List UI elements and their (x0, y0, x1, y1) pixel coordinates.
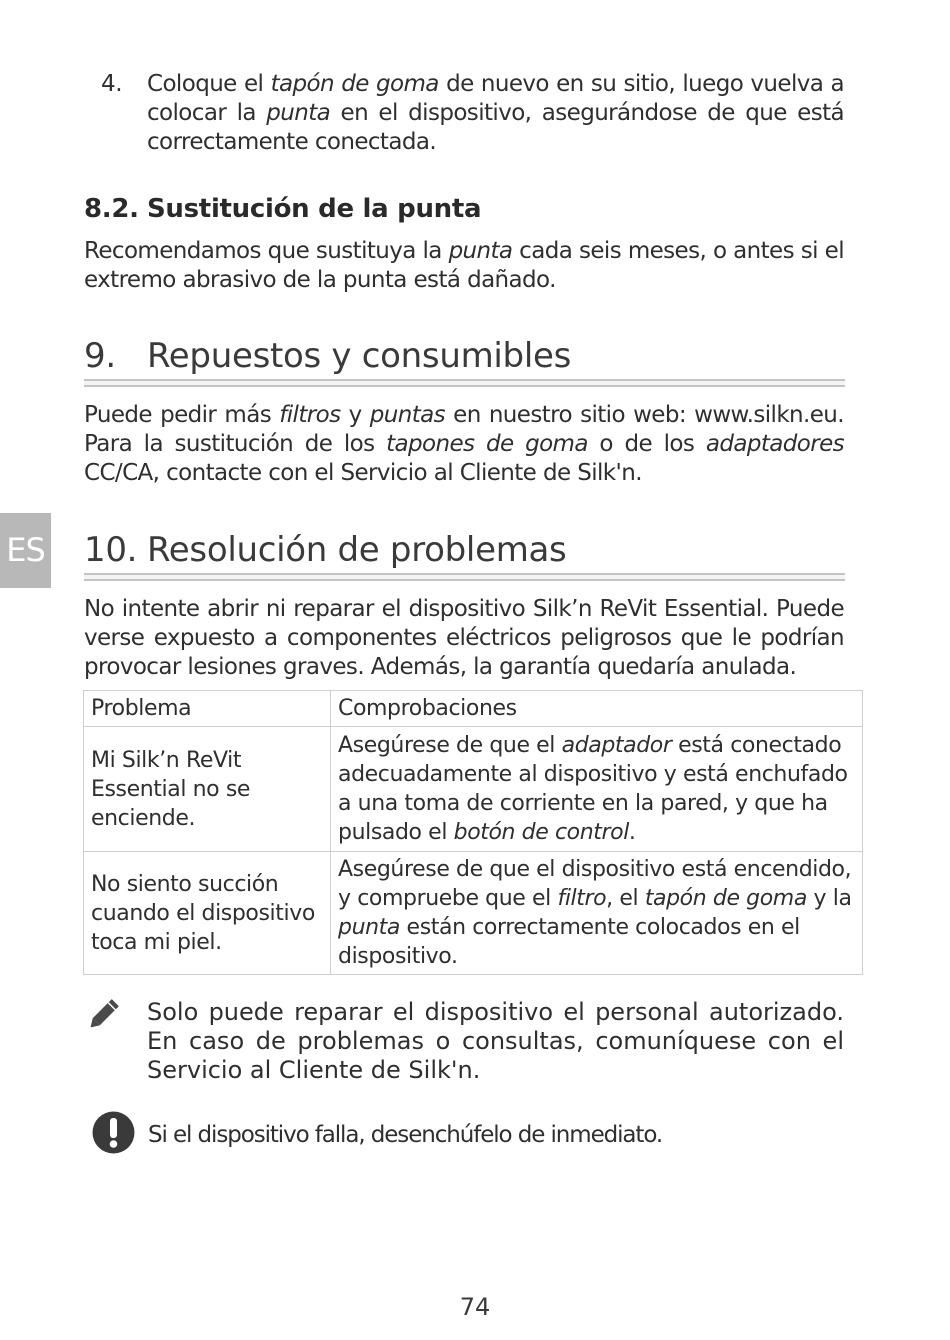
section-10-rule (84, 573, 845, 581)
pencil-icon (84, 994, 124, 1034)
check-cell: Asegúrese de que el dispositivo está encendido, y compruebe que el filtro, el tapón de goma y la punta están correctamente colocados en el dispositivo. (331, 852, 863, 975)
language-tab: ES (0, 513, 51, 588)
section-9-title: Repuestos y consumibles (147, 336, 571, 376)
section-10-text: No intente abrir ni reparar el dispositivo Silk’n ReVit Essential. Puede verse expuesto a componentes eléctricos peligrosos que le podrían provocar lesiones graves. Además, la garantía quedaría anulada. (84, 596, 844, 680)
section-10-title: Resolución de problemas (147, 530, 567, 570)
section-8-2-text: Recomendamos que sustituya la punta cada seis meses, o antes si el extremo abrasivo de la punta está dañado. (84, 238, 844, 293)
table-header-row (84, 691, 863, 727)
section-10-number: 10. (84, 530, 138, 570)
exclamation-icon (92, 1111, 135, 1154)
section-8-2-title: Sustitución de la punta (147, 194, 482, 224)
unplug-warning: Si el dispositivo falla, desenchúfelo de inmediato. (148, 1122, 663, 1148)
troubleshooting-table (83, 690, 863, 975)
section-9-rule (84, 379, 845, 387)
service-note: Solo puede reparar el dispositivo el personal autorizado. En caso de problemas o consultas, comuníquese con el Servicio al Cliente de Silk'n. (147, 998, 844, 1084)
table-row (84, 852, 863, 975)
column-header-problem: Problema (84, 691, 331, 727)
section-8-2-number: 8.2. (84, 194, 139, 224)
section-9-number: 9. (84, 336, 116, 376)
problem-cell: No siento succión cuando el dispositivo toca mi piel. (84, 852, 331, 975)
section-9-text: Puede pedir más filtros y puntas en nuestro sitio web: www.silkn.eu. Para la sustitución de los tapones de goma o de los adaptadores CC/CA, contacte con el Servicio al Cliente de Silk'n. (84, 402, 845, 486)
step-4-text: Coloque el tapón de goma de nuevo en su sitio, luego vuelva a colocar la punta en el dispositivo, asegurándose de que está correctamente conectada. (147, 71, 845, 155)
check-cell: Asegúrese de que el adaptador está conectado adecuadamente al dispositivo y está enchufado a una toma de corriente en la pared, y que ha pulsado el botón de control. (331, 727, 863, 852)
column-header-checks: Comprobaciones (331, 691, 863, 727)
table-row (84, 727, 863, 852)
step-number: 4. (101, 71, 123, 97)
page-number: 74 (459, 1293, 491, 1321)
problem-cell: Mi Silk’n ReVit Essential no se enciende. (84, 727, 331, 852)
